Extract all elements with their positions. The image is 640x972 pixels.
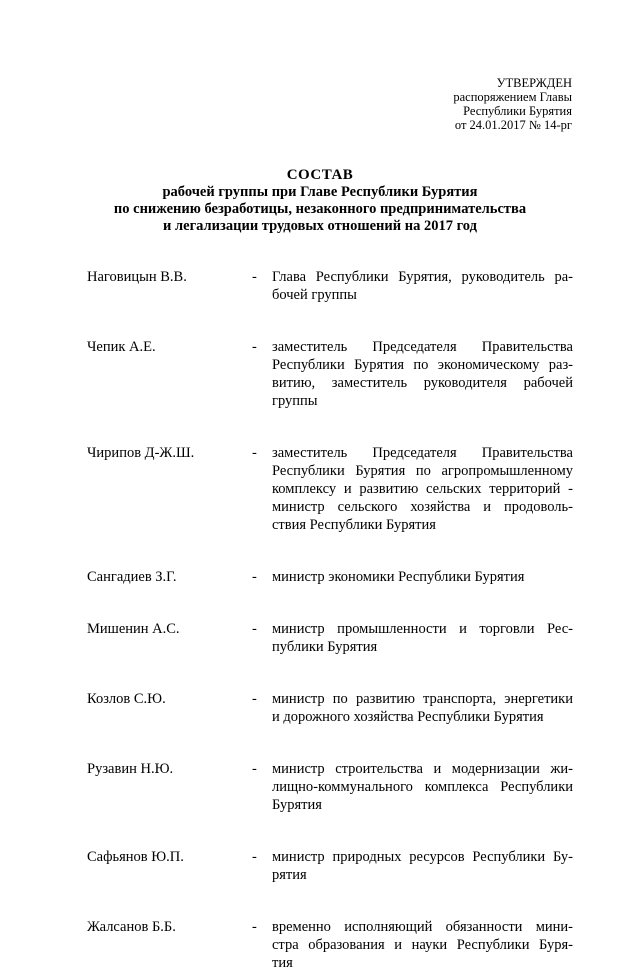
- member-row: [87, 918, 573, 972]
- member-role-line: временно исполняющий обязанности мини-: [272, 919, 573, 935]
- approval-heading: УТВЕРЖДЕН: [496, 76, 572, 90]
- member-role-line: комплексу и развитию сельских территорий -: [272, 481, 573, 497]
- title-main: СОСТАВ: [286, 167, 354, 183]
- member-name: Жалсанов Б.Б.: [87, 919, 176, 935]
- member-role-line: тия: [272, 955, 293, 971]
- member-role-line: группы: [272, 393, 318, 409]
- member-dash: -: [252, 621, 257, 637]
- member-role-line: витию, заместитель руководителя рабочей: [272, 375, 573, 391]
- member-role: [272, 690, 573, 726]
- approval-stamp: [453, 76, 572, 132]
- member-row: [87, 848, 573, 884]
- member-row: [87, 444, 573, 534]
- member-dash: -: [252, 339, 257, 355]
- member-role-line: публики Бурятия: [272, 639, 378, 655]
- title-line-2: по снижению безработицы, незаконного предпринимательства: [113, 201, 527, 217]
- member-dash: -: [252, 919, 257, 935]
- member-role: [272, 848, 573, 884]
- member-dash: -: [252, 569, 257, 585]
- member-role-line: рятия: [272, 867, 307, 883]
- member-name: Мишенин А.С.: [87, 621, 180, 637]
- member-role-line: министр строительства и модернизации жи-: [272, 761, 573, 777]
- member-role-line: министр природных ресурсов Республики Бу-: [272, 849, 573, 865]
- member-dash: -: [252, 691, 257, 707]
- member-role: [272, 568, 573, 586]
- title-line-1: рабочей группы при Главе Республики Бурятия: [162, 184, 478, 200]
- member-role: [272, 444, 573, 534]
- member-row: [87, 620, 573, 656]
- member-dash: -: [252, 445, 257, 461]
- member-name: Козлов С.Ю.: [87, 691, 166, 707]
- approval-issuer: распоряжением Главы: [453, 90, 572, 104]
- member-role-line: Бурятия: [272, 797, 322, 813]
- member-role-line: заместитель Председателя Правительства: [272, 339, 573, 355]
- member-name: Рузавин Н.Ю.: [87, 761, 174, 777]
- member-row: [87, 690, 573, 726]
- member-role-line: министр экономики Республики Бурятия: [272, 569, 525, 585]
- member-role: [272, 760, 573, 814]
- member-name: Сафьянов Ю.П.: [87, 849, 184, 865]
- member-name: Сангадиев З.Г.: [87, 569, 177, 585]
- member-name: Чепик А.Е.: [87, 339, 156, 355]
- member-dash: -: [252, 761, 257, 777]
- member-role: [272, 620, 573, 656]
- member-role-line: ствия Республики Бурятия: [272, 517, 436, 533]
- member-role: [272, 268, 573, 304]
- member-role-line: лищно-коммунального комплекса Республики: [272, 779, 573, 795]
- approval-date-number: от 24.01.2017 № 14-рг: [454, 118, 572, 132]
- member-dash: -: [252, 269, 257, 285]
- member-name: Чирипов Д-Ж.Ш.: [87, 445, 195, 461]
- member-role-line: и дорожного хозяйства Республики Бурятия: [272, 709, 544, 725]
- document-title: [0, 166, 640, 235]
- member-row: [87, 268, 573, 304]
- member-role-line: министр промышленности и торговли Рес-: [272, 621, 573, 637]
- member-role-line: Республики Бурятия по экономическому раз-: [272, 357, 573, 373]
- member-name: Наговицын В.В.: [87, 269, 187, 285]
- member-row: [87, 760, 573, 814]
- member-role-line: стра образования и науки Республики Буря-: [272, 937, 573, 953]
- members-list: [87, 268, 573, 972]
- member-role: [272, 918, 573, 972]
- title-line-3: и легализации трудовых отношений на 2017 год: [163, 218, 477, 234]
- member-row: [87, 338, 573, 410]
- member-role-line: бочей группы: [272, 287, 357, 303]
- member-role-line: министр по развитию транспорта, энергетики: [272, 691, 573, 707]
- member-role: [272, 338, 573, 410]
- member-role-line: министр сельского хозяйства и продоволь-: [272, 499, 573, 515]
- member-dash: -: [252, 849, 257, 865]
- member-row: [87, 568, 573, 586]
- approval-republic: Республики Бурятия: [463, 104, 572, 118]
- member-role-line: заместитель Председателя Правительства: [272, 445, 573, 461]
- member-role-line: Глава Республики Бурятия, руководитель ра-: [272, 269, 573, 285]
- member-role-line: Республики Бурятия по агропромышленному: [272, 463, 573, 479]
